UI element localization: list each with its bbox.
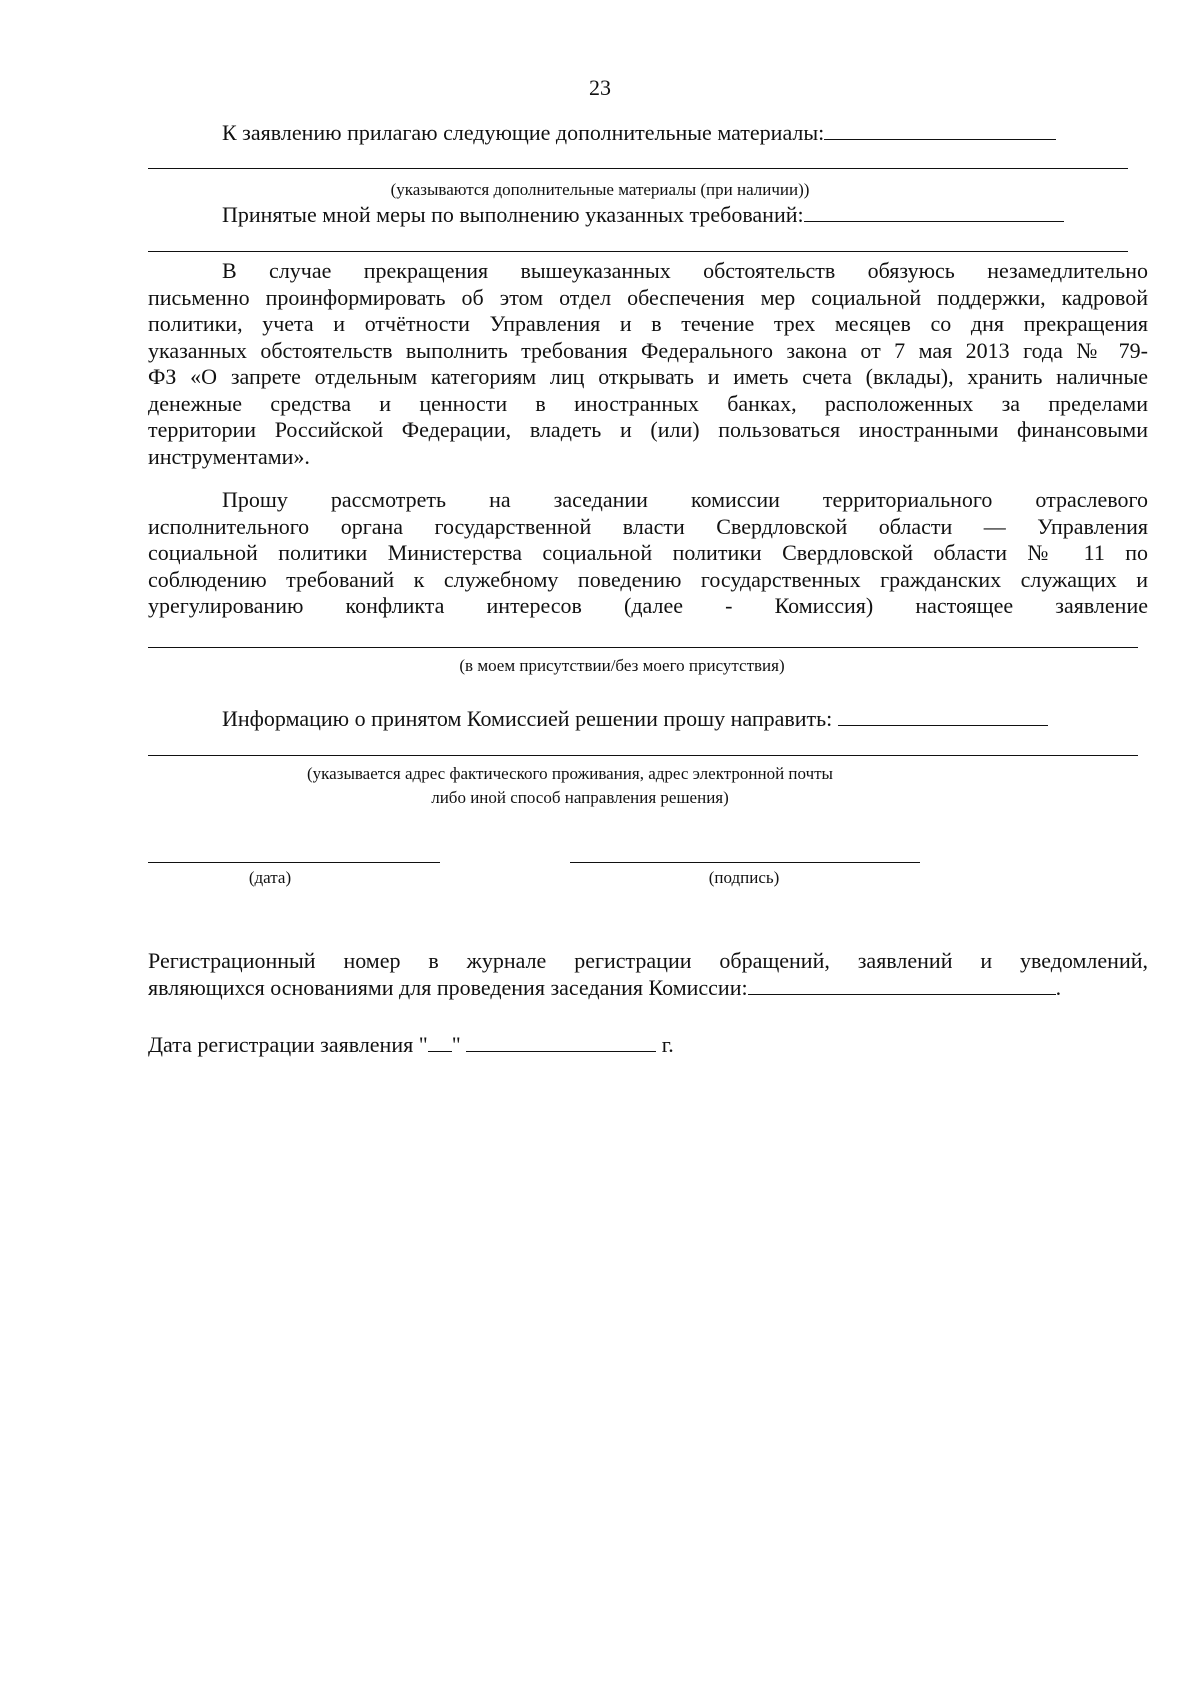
text-line: инструментами». bbox=[148, 443, 310, 469]
text-line: указанных обстоятельств выполнить требования Федерального закона от 7 мая 2013 года № 79- bbox=[148, 337, 1148, 363]
registration-line-2 bbox=[148, 975, 1148, 1002]
presence-fill-line[interactable] bbox=[148, 647, 1138, 648]
text-line: политики, учета и отчётности Управления и в течение трех месяцев со дня прекращения bbox=[148, 311, 1148, 336]
text-line: ФЗ «О запрете отдельным категориям лиц открывать и иметь счета (вклады), хранить наличные bbox=[148, 364, 1148, 389]
text-line: В случае прекращения вышеуказанных обстоятельств обязуюсь незамедлительно bbox=[222, 258, 1148, 283]
reg-year-suffix: г. bbox=[661, 1032, 674, 1057]
signature-fill-line[interactable] bbox=[570, 862, 920, 863]
attachments-continuation-line[interactable] bbox=[148, 168, 1128, 169]
text-line: денежные средства и ценности в иностранных банках, расположенных за пределами bbox=[148, 390, 1148, 416]
paragraph-obligation bbox=[148, 258, 1148, 470]
info-label: Информацию о принятом Комиссией решении прошу направить: bbox=[222, 706, 833, 731]
info-continuation-line[interactable] bbox=[148, 755, 1138, 756]
presence-hint: (в моем присутствии/без моего присутствия) bbox=[459, 656, 785, 675]
registration-line-1: Регистрационный номер в журнале регистрации обращений, заявлений и уведомлений, bbox=[148, 948, 1148, 973]
text-line: социальной политики Министерства социальной политики Свердловской области № 11 по bbox=[148, 540, 1148, 565]
paragraph-request bbox=[148, 487, 1148, 620]
measures-continuation-line[interactable] bbox=[148, 251, 1128, 252]
text-line: письменно проинформировать об этом отдел обеспечения мер социальной поддержки, кадровой bbox=[148, 284, 1148, 310]
registration-number-fill[interactable] bbox=[748, 976, 1056, 995]
reg-day-fill[interactable] bbox=[428, 1033, 452, 1052]
text-line: территории Российской Федерации, владеть и (или) пользоваться иностранными финансовыми bbox=[148, 417, 1148, 442]
reg-date-quote: " bbox=[451, 1032, 461, 1057]
text-line: Прошу рассмотреть на заседании комиссии территориального отраслевого bbox=[222, 487, 1148, 512]
registration-period: . bbox=[1055, 974, 1062, 1000]
signature-caption: (подпись) bbox=[708, 868, 780, 887]
info-fill-line[interactable] bbox=[838, 707, 1048, 726]
measures-fill-line[interactable] bbox=[804, 203, 1064, 222]
info-hint-1: (указывается адрес фактического проживания, адрес электронной почты bbox=[307, 764, 833, 783]
info-row bbox=[222, 706, 1048, 732]
attachments-label: К заявлению прилагаю следующие дополнительные материалы: bbox=[222, 120, 825, 145]
attachments-hint: (указываются дополнительные материалы (при наличии)) bbox=[390, 180, 810, 199]
registration-date-row bbox=[148, 1032, 674, 1058]
reg-date-label: Дата регистрации заявления " bbox=[148, 1032, 428, 1057]
measures-row bbox=[222, 202, 1064, 228]
text-line: соблюдению требований к служебному поведению государственных гражданских служащих и bbox=[148, 566, 1148, 592]
attachments-fill-line[interactable] bbox=[824, 121, 1056, 140]
info-hint-2: либо иной способ направления решения) bbox=[431, 788, 729, 807]
page-number: 23 bbox=[589, 75, 611, 100]
attachments-row bbox=[222, 120, 1056, 146]
reg-month-year-fill[interactable] bbox=[466, 1033, 656, 1052]
text-line: урегулированию конфликта интересов (далее - Комиссия) настоящее заявление bbox=[148, 593, 1148, 618]
registration-block bbox=[148, 948, 1148, 1001]
registration-label: являющихся основаниями для проведения заседания Комиссии: bbox=[148, 974, 748, 1000]
date-caption: (дата) bbox=[248, 868, 292, 887]
date-fill-line[interactable] bbox=[148, 862, 440, 863]
text-line: исполнительного органа государственной власти Свердловской области — Управления bbox=[148, 513, 1148, 539]
measures-label: Принятые мной меры по выполнению указанных требований: bbox=[222, 202, 804, 227]
